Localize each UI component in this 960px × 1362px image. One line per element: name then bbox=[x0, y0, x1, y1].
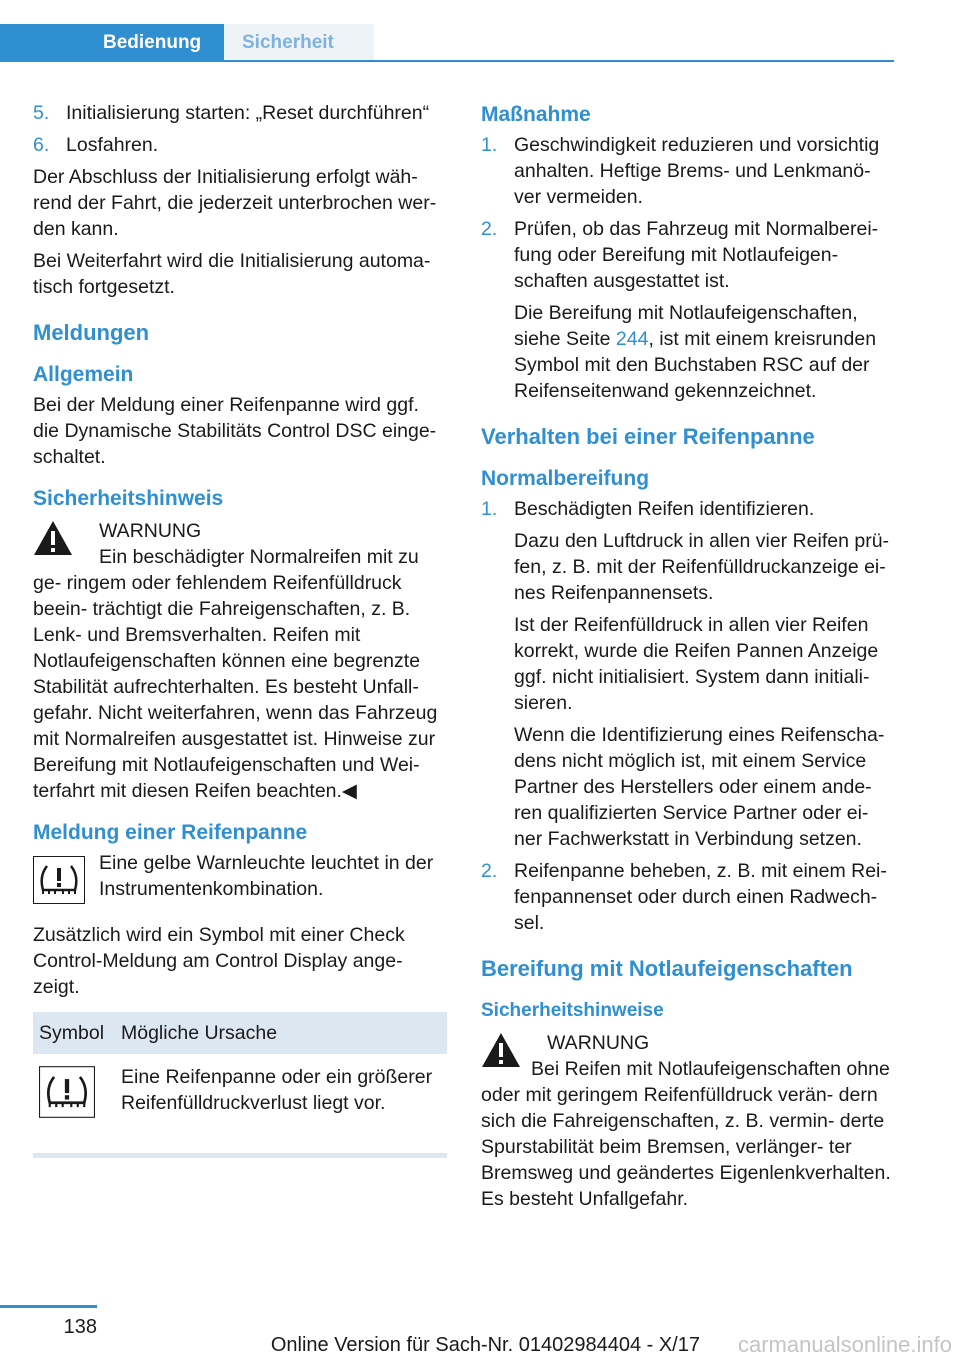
heading-verhalten: Verhalten bei einer Reifenpanne bbox=[481, 424, 815, 449]
step-number: 1. bbox=[481, 134, 498, 156]
warning-title: WARNUNG bbox=[547, 1032, 650, 1054]
list-item bbox=[33, 132, 447, 158]
heading-sicherheitshinweise: Sicherheitshinweise bbox=[481, 1000, 664, 1021]
warning-title: WARNUNG bbox=[99, 520, 202, 542]
tab-sicherheit[interactable]: Sicherheit bbox=[224, 24, 374, 60]
column-header-ursache: Mögliche Ursache bbox=[115, 1012, 447, 1054]
tab-bedienung[interactable]: Bedienung bbox=[0, 24, 224, 60]
warning-text: Bei Reifen mit Notlaufeigenschaften ohne oder mit geringem Reifenfülldruck verän‐ dern sich die Fahreigenschaften, z. B. vermin‐ derte Spurstabilität beim Bremsen, verlänger‐ ter Bremsweg und geändertes Eigenlenkverhalten. Es besteht Unfallgefahr. bbox=[481, 1058, 891, 1210]
step-text: Prüfen, ob das Fahrzeug mit Normalberei‐ fung oder Bereifung mit Notlaufeigen‐ schaften ausgestattet ist. bbox=[514, 218, 879, 292]
paragraph-weiterfahrt: Bei Weiterfahrt wird die Initialisierung automa‐ tisch fortgesetzt. bbox=[33, 250, 431, 298]
step-text: Losfahren. bbox=[66, 134, 159, 156]
step-subtext: Dazu den Luftdruck in allen vier Reifen prü‐ fen, z. B. mit der Reifenfülldruckanzeige ei‐ nes Reifenpannensets. bbox=[514, 530, 890, 604]
heading-notlaufeigenschaften: Bereifung mit Notlaufeigenschaften bbox=[481, 956, 853, 981]
subtext-part: Die Bereifung mit Notlaufeigenschaften, siehe Seite bbox=[514, 302, 858, 350]
symbol-table bbox=[33, 1012, 447, 1137]
warning-triangle-icon bbox=[481, 1032, 521, 1068]
list-item bbox=[481, 858, 895, 936]
left-column bbox=[33, 100, 447, 1158]
symbol-cell bbox=[33, 1054, 115, 1137]
heading-normalbereifung: Normalbereifung bbox=[481, 467, 650, 490]
step-text: Geschwindigkeit reduzieren und vorsichtig anhalten. Heftige Brems- und Lenkmanö‐ ver vermeiden. bbox=[514, 134, 880, 208]
warnleuchte-row bbox=[33, 850, 447, 910]
page-link-244[interactable]: 244 bbox=[615, 328, 649, 350]
table-row bbox=[33, 1054, 447, 1137]
tab-divider bbox=[0, 60, 894, 62]
step-subtext: Ist der Reifenfülldruck in allen vier Reifen korrekt, wurde die Reifen Pannen Anzeige ggf. nicht initialisiert. System dann initiali‐ sieren. bbox=[514, 614, 879, 714]
tire-pressure-warning-icon bbox=[33, 856, 85, 904]
heading-sicherheitshinweis: Sicherheitshinweis bbox=[33, 487, 224, 510]
step-text: Reifenpanne beheben, z. B. mit einem Rei‐ fenpannenset oder durch einen Radwech‐ sel. bbox=[514, 860, 887, 934]
list-item bbox=[481, 496, 895, 852]
step-number: 2. bbox=[481, 860, 498, 882]
step-number: 2. bbox=[481, 218, 498, 240]
warning-triangle-icon bbox=[33, 520, 73, 556]
paragraph-initialisierung-abschluss: Der Abschluss der Initialisierung erfolgt wäh‐ rend der Fahrt, die jederzeit unterbrochen wer‐ den kann. bbox=[33, 166, 437, 240]
paragraph-allgemein: Bei der Meldung einer Reifenpanne wird ggf. die Dynamische Stabilitäts Control DSC einge‐ schaltet. bbox=[33, 394, 437, 468]
column-header-symbol: Symbol bbox=[33, 1012, 115, 1054]
warning-block bbox=[33, 518, 447, 804]
heading-meldungen: Meldungen bbox=[33, 320, 150, 345]
online-version-note: Online Version für Sach-Nr. 01402984404 - X/17 bbox=[270, 1334, 700, 1356]
step-text: Beschädigten Reifen identifizieren. bbox=[514, 498, 815, 520]
massnahme-steps bbox=[481, 132, 895, 404]
tire-pressure-warning-icon bbox=[39, 1064, 95, 1120]
list-item bbox=[33, 100, 447, 126]
step-number: 6. bbox=[33, 134, 50, 156]
subtext-part: , ist mit einem kreisrunden Symbol mit den Buchstaben RSC auf der Reifenseitenwand gekennzeichnet. bbox=[514, 328, 877, 402]
paragraph-check-control: Zusätzlich wird ein Symbol mit einer Check Control-Meldung am Control Display ange‐ zeigt. bbox=[33, 924, 405, 998]
watermark: carmanualsonline.info bbox=[737, 1332, 952, 1357]
warnleuchte-text: Eine gelbe Warnleuchte leuchtet in der Instrumentenkombination. bbox=[99, 852, 434, 900]
list-item bbox=[481, 132, 895, 210]
heading-meldung-reifenpanne: Meldung einer Reifenpanne bbox=[33, 821, 308, 844]
table-bottom-rule bbox=[33, 1153, 447, 1158]
step-number: 1. bbox=[481, 498, 498, 520]
cause-cell: Eine Reifenpanne oder ein größerer Reifenfülldruckverlust liegt vor. bbox=[121, 1066, 433, 1114]
init-steps bbox=[33, 100, 447, 158]
normal-steps bbox=[481, 496, 895, 936]
page-number: 138 bbox=[63, 1316, 97, 1338]
step-subtext: Wenn die Identifizierung eines Reifenscha‐ dens nicht möglich ist, mit einem Service Partner des Herstellers oder einem ande‐ ren qualifizierten Service Partner oder ei‐ ner Fachwerkstatt in Verbindung setzen. bbox=[514, 724, 885, 850]
step-number: 5. bbox=[33, 102, 50, 124]
page-number-rule bbox=[0, 1305, 97, 1308]
heading-massnahme: Maßnahme bbox=[481, 103, 591, 126]
heading-allgemein: Allgemein bbox=[33, 363, 134, 386]
step-text: Initialisierung starten: „Reset durchführen“ bbox=[66, 102, 430, 124]
warning-text: Ein beschädigter Normalreifen mit zu ge‐ ringem oder fehlendem Reifenfülldruck beein‐ trächtigt die Fahreigenschaften, z. B. Lenk- und Bremsverhalten. Reifen mit Notlaufeigenschaften können eine begrenzte Stabilität aufrechterhalten. Es besteht Unfall‐ gefahr. Nicht weiterfahren, wenn das Fahrzeug mit Normalreifen ausgestattet ist. Hinweise zur Bereifung mit Notlaufeigenschaften und Wei‐ terfahrt mit diesen Reifen beachten.◀ bbox=[33, 546, 438, 802]
right-column bbox=[481, 100, 895, 1218]
list-item bbox=[481, 216, 895, 404]
step-subtext bbox=[514, 300, 895, 404]
warning-block bbox=[481, 1030, 895, 1212]
chapter-tabs bbox=[0, 24, 894, 62]
